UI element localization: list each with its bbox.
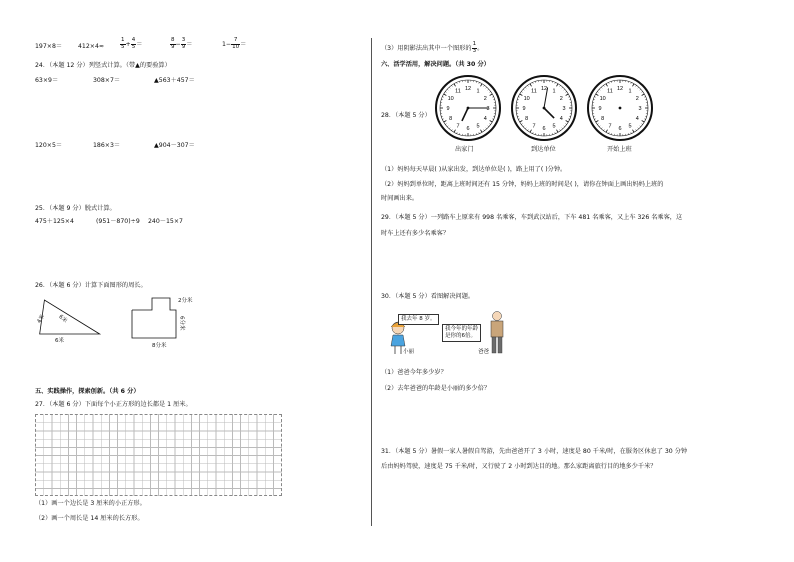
svg-text:2: 2 xyxy=(635,96,639,102)
q29-line2: 时车上还有多少名乘客？ xyxy=(381,230,450,237)
fraction-calc: $\frac{8}{9}$ − $\frac{3}{9}$ ＝ xyxy=(171,37,193,50)
clock-face xyxy=(512,76,576,140)
svg-text:5: 5 xyxy=(628,123,632,130)
column-divider xyxy=(371,38,372,526)
svg-text:1: 1 xyxy=(552,88,556,95)
q30-sub1: （1）爸爸今年多少岁？ xyxy=(381,369,447,376)
svg-text:4: 4 xyxy=(635,116,639,122)
clock-face xyxy=(588,76,652,140)
svg-text:7: 7 xyxy=(456,123,460,130)
triangle-base: 6米 xyxy=(55,338,64,344)
svg-text:1: 1 xyxy=(476,88,480,95)
svg-text:6: 6 xyxy=(542,126,546,132)
q30-sub2: （2）去年爸爸的年龄是小丽的多少倍？ xyxy=(381,385,491,392)
svg-text:6: 6 xyxy=(466,126,470,132)
svg-text:6: 6 xyxy=(618,126,622,132)
svg-text:3: 3 xyxy=(562,106,566,112)
svg-text:5: 5 xyxy=(552,123,556,130)
svg-text:9: 9 xyxy=(446,106,450,112)
calc-item: 240－15×7 xyxy=(148,218,183,225)
svg-text:10: 10 xyxy=(523,96,530,102)
q28-label: 28．（本题 5 分） xyxy=(381,112,431,119)
svg-text:9: 9 xyxy=(522,106,526,112)
svg-text:1: 1 xyxy=(628,88,632,95)
calc-item: 308×7＝ xyxy=(93,77,121,84)
calc-item: (951－870)÷9 xyxy=(96,218,140,225)
shape-top-label: 2分米 xyxy=(178,298,193,304)
svg-text:4: 4 xyxy=(483,116,487,122)
dad-speech-bubble: 我今年的年龄 是你的6倍。 xyxy=(442,324,481,342)
calc-item: 475＋125×4 xyxy=(35,218,74,225)
grid-paper[interactable] xyxy=(35,414,282,496)
svg-text:8: 8 xyxy=(525,116,529,122)
svg-text:4: 4 xyxy=(559,116,563,122)
q29-line1: 29．（本题 5 分）一列路车上原来有 998 名乘客，车到武汉站后，下车 481 名乘客，又上车 326 名乘客，这 xyxy=(381,214,683,221)
clock-faces xyxy=(430,72,670,152)
calc-item: 63×9＝ xyxy=(35,77,59,84)
svg-text:10: 10 xyxy=(599,96,606,102)
calc-item: 186×3＝ xyxy=(93,142,121,149)
svg-text:10: 10 xyxy=(447,96,454,102)
dad-illustration xyxy=(486,310,508,356)
q27-sub3: （3）用阴影法出其中一个图形的 $\frac{1}{3}$ 。 xyxy=(381,41,484,54)
svg-text:12: 12 xyxy=(616,86,624,92)
section6-heading: 六、活学活用，解决问题。（共 30 分） xyxy=(381,61,490,68)
svg-text:8: 8 xyxy=(449,116,453,122)
fraction-calc: $\frac{1}{5}$ + $\frac{4}{5}$ ＝ xyxy=(121,37,143,50)
svg-text:12: 12 xyxy=(540,86,548,92)
q25-title: 25．（本题 9 分）脱式计算。 xyxy=(35,205,116,212)
svg-text:11: 11 xyxy=(455,88,461,95)
girl-label: 小丽 xyxy=(403,349,415,355)
svg-text:5: 5 xyxy=(476,123,480,130)
svg-text:7: 7 xyxy=(532,123,536,130)
svg-text:3: 3 xyxy=(486,106,490,112)
section5-heading: 五、实践操作，探索创新。（共 6 分） xyxy=(35,388,140,395)
clock-label: 出家门 xyxy=(455,146,474,153)
q28-sub2b: 时间画出来。 xyxy=(381,195,419,202)
shape-side-label: 6分米 xyxy=(178,316,185,331)
q27-sub1: （1）画一个边长是 3 厘米的小正方形。 xyxy=(35,500,146,507)
svg-text:11: 11 xyxy=(607,88,613,95)
q28-sub1: （1）妈妈每天早晨( )从家出发，到达单位是( )，路上用了( )分钟。 xyxy=(381,166,567,173)
q24-title: 24．（本题 12 分）列竖式计算。（带▲的要验算） xyxy=(35,62,171,69)
calc-item: 412×4≈ xyxy=(78,43,105,50)
dad-label: 爸爸 xyxy=(478,349,490,355)
q27-sub2: （2）画一个周长是 14 厘米的长方形。 xyxy=(35,515,144,522)
svg-text:9: 9 xyxy=(598,106,602,112)
triangle-side-b: 6米 xyxy=(57,313,69,325)
q31-line1: 31．（本题 5 分）暑假一家人暑假自驾游，先由爸爸开了 3 小时，速度是 80 千米/时，在服务区休息了 30 分钟 xyxy=(381,448,688,455)
svg-text:12: 12 xyxy=(464,86,472,92)
q30-title: 30．（本题 5 分）看图解决问题。 xyxy=(381,293,475,300)
calc-item: 120×5＝ xyxy=(35,142,63,149)
calc-item: 197×8＝ xyxy=(35,43,63,50)
q27-title: 27．（本题 6 分）下面每个小正方形的边长都是 1 厘米。 xyxy=(35,401,192,408)
calc-item: ▲904－307＝ xyxy=(154,142,195,149)
clock-face xyxy=(436,76,500,140)
girl-speech-bubble: 我去年 8 岁。 xyxy=(398,314,439,325)
shape-bottom-label: 8分米 xyxy=(152,343,167,349)
svg-text:7: 7 xyxy=(608,123,612,130)
svg-text:3: 3 xyxy=(638,106,642,112)
clock-label: 到达单位 xyxy=(531,146,556,153)
svg-text:2: 2 xyxy=(483,96,487,102)
q26-title: 26．（本题 6 分）计算下面图形的周长。 xyxy=(35,282,147,289)
svg-text:11: 11 xyxy=(531,88,537,95)
triangle-side-a: 4米 xyxy=(36,313,47,325)
svg-text:8: 8 xyxy=(601,116,605,122)
svg-text:2: 2 xyxy=(559,96,563,102)
fraction-calc: 1− $\frac{7}{10}$ ＝ xyxy=(222,37,247,50)
calc-item: ▲563＋457＝ xyxy=(154,77,195,84)
q28-sub2: （2）妈妈到单位时，距离上班时间还有 15 分钟，妈妈上班的时间是( )，请你在钟面上画出妈妈上班的 xyxy=(381,181,664,188)
clock-label: 开始上班 xyxy=(607,146,632,153)
q31-line2: 后由妈妈驾驶，速度是 75 千米/时，又行驶了 2 小时到达目的地。那么家距离旅行目的地多少千米？ xyxy=(381,463,657,470)
